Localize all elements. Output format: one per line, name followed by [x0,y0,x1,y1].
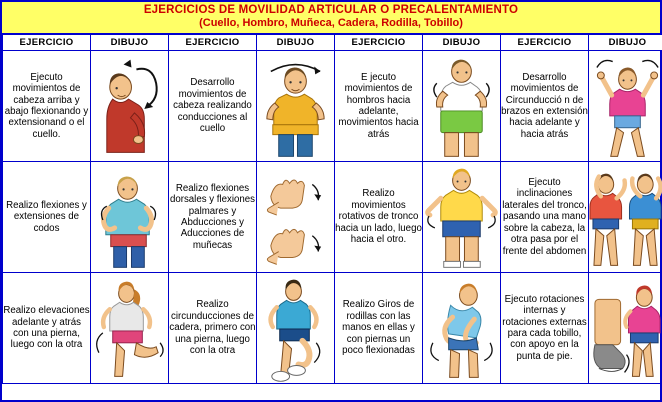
header-drawing-2: DIBUJO [257,35,335,51]
drawing-cell [91,162,169,273]
exercise-text: Ejecuto inclinaciones laterales del tronco, pasando una mano sobre la cabeza, la otra pasa por el frente del abdomen [501,162,589,273]
exercise-text: Realizo movimientos rotativos de tronco hacia un lado, luego hacia el otro. [335,162,423,273]
header-drawing-3: DIBUJO [423,35,501,51]
drawing-cell [589,51,662,162]
drawing-cell [589,162,662,273]
figure-hip-circumduction [257,273,334,383]
drawing-cell [423,51,501,162]
page-subtitle: (Cuello, Hombro, Muñeca, Cadera, Rodilla, Tobillo) [199,17,463,29]
header-exercise-2: EJERCICIO [169,35,257,51]
exercise-text: Ejecuto movimientos de cabeza arriba y abajo flexionando y extensionand o el cuello. [3,51,91,162]
figure-neck-circumduction [257,51,334,161]
table-row [3,162,662,273]
figure-ankle-rotation [589,273,662,383]
figure-lateral-trunk-bends [589,162,662,272]
exercise-text: Realizo Giros de rodillas con las manos en ellas y con piernas un poco flexionadas [335,273,423,384]
figure-leg-raises [91,273,168,383]
drawing-cell [257,273,335,384]
figure-arm-circumduction [589,51,662,161]
header-drawing-1: DIBUJO [91,35,169,51]
drawing-cell [423,162,501,273]
drawing-cell [423,273,501,384]
exercise-text: Desarrollo movimientos de cabeza realizando conducciones al cuello [169,51,257,162]
drawing-cell [257,162,335,273]
exercise-text: Realizo circunducciones de cadera, primero con una pierna, luego con la otra [169,273,257,384]
exercise-text: Desarrollo movimientos de Circunducció n de brazos en extensión hacia adelante y hacia atrás [501,51,589,162]
drawing-cell [91,51,169,162]
figure-wrist-movements [257,162,334,272]
table-row [3,273,662,384]
figure-elbow-flexion-extension [91,162,168,272]
exercise-table [2,34,662,384]
header-exercise-1: EJERCICIO [3,35,91,51]
exercise-text: Realizo flexiones y extensiones de codos [3,162,91,273]
drawing-cell [91,273,169,384]
figure-shoulder-movements [423,51,500,161]
page-title: EJERCICIOS DE MOVILIDAD ARTICULAR O PRECALENTAMIENTO [143,4,519,16]
exercise-text: Ejecuto rotaciones internas y rotaciones externas para cada tobillo, con apoyo en la punta de pie. [501,273,589,384]
drawing-cell [589,273,662,384]
header-exercise-3: EJERCICIO [335,35,423,51]
header-drawing-4: DIBUJO [589,35,662,51]
figure-trunk-rotation [423,162,500,272]
drawing-cell [257,51,335,162]
table-header-row [3,35,662,51]
exercise-text: Realizo elevaciones adelante y atrás con una pierna, luego con la otra [3,273,91,384]
header-exercise-4: EJERCICIO [501,35,589,51]
document-title-bar [2,2,660,34]
figure-neck-flexion-extension [91,51,168,161]
figure-knee-rotation [423,273,500,383]
exercise-text: E jecuto movimientos de hombros hacia adelante, movimientos hacia atrás [335,51,423,162]
table-row [3,51,662,162]
exercise-text: Realizo flexiones dorsales y flexiones palmares y Abducciones y Aducciones de muñecas [169,162,257,273]
